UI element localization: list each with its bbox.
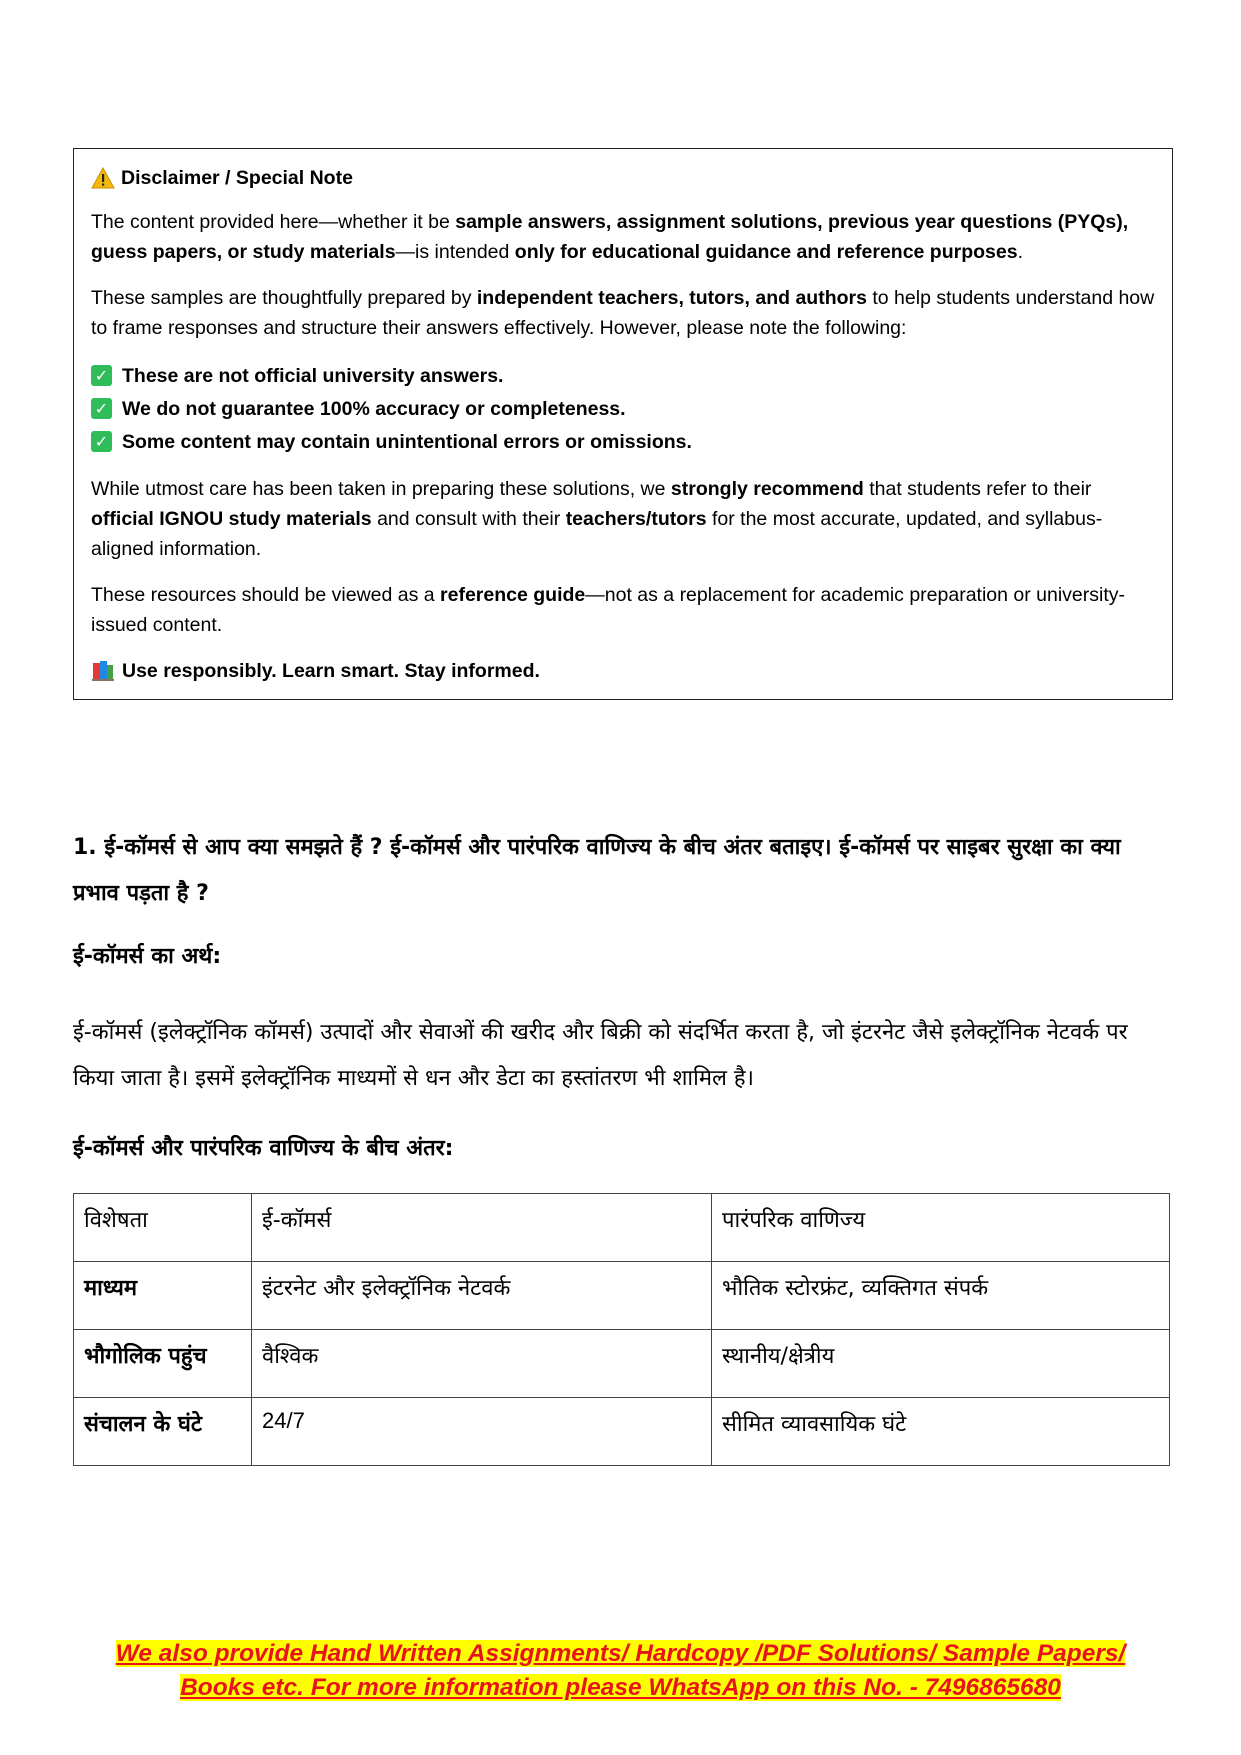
disclaimer-paragraph-2: These samples are thoughtfully prepared by independent teachers, tutors, and authors to help students understand how to frame responses and structure their answers effectively. However, please note the following:: [91, 287, 1155, 339]
disclaimer-footer: Use responsibly. Learn smart. Stay informed.: [122, 660, 540, 682]
table-cell: भौतिक स्टोरफ्रंट, व्यक्तिगत संपर्क: [712, 1262, 1170, 1330]
table-header-cell: पारंपरिक वाणिज्य: [712, 1194, 1170, 1262]
table-cell-feature: माध्यम: [74, 1262, 252, 1330]
table-row: [74, 1398, 1170, 1466]
check-icon: ✓: [91, 398, 112, 419]
check-icon: ✓: [91, 431, 112, 452]
comparison-table: [73, 1193, 1170, 1466]
table-cell: 24/7: [252, 1398, 712, 1466]
checklist-item: ✓ We do not guarantee 100% accuracy or completeness.: [91, 392, 1155, 425]
warning-icon: [91, 167, 115, 189]
question-heading: 1. ई-कॉमर्स से आप क्या समझते हैं ? ई-कॉमर्स और पारंपरिक वाणिज्य के बीच अंतर बताइए। ई-कॉमर्स पर साइबर सुरक्षा का क्या प्रभाव पड़ता है ?: [73, 835, 1121, 906]
table-row: [74, 1330, 1170, 1398]
section-heading-difference: ई-कॉमर्स और पारंपरिक वाणिज्य के बीच अंतर:: [73, 1136, 454, 1161]
disclaimer-paragraph-3: While utmost care has been taken in preparing these solutions, we strongly recommend that students refer to their official IGNOU study materials and consult with their teachers/tutors for the most accurate, updated, and syllabus-aligned information.: [91, 478, 1103, 560]
disclaimer-title-row: [91, 163, 1155, 193]
check-icon: ✓: [91, 365, 112, 386]
checklist-item: ✓ Some content may contain unintentional errors or omissions.: [91, 425, 1155, 458]
disclaimer-paragraph-4: These resources should be viewed as a reference guide—not as a replacement for academic preparation or university-issued content.: [91, 584, 1126, 636]
table-cell-feature: भौगोलिक पहुंच: [74, 1330, 252, 1398]
disclaimer-title: Disclaimer / Special Note: [121, 167, 353, 189]
table-cell-feature: संचालन के घंटे: [74, 1398, 252, 1466]
table-cell: वैश्विक: [252, 1330, 712, 1398]
table-cell: इंटरनेट और इलेक्ट्रॉनिक नेटवर्क: [252, 1262, 712, 1330]
disclaimer-footer-row: [91, 656, 1155, 686]
promo-banner: [0, 1637, 1241, 1705]
table-cell: सीमित व्यावसायिक घंटे: [712, 1398, 1170, 1466]
table-header-cell: ई-कॉमर्स: [252, 1194, 712, 1262]
table-cell: स्थानीय/क्षेत्रीय: [712, 1330, 1170, 1398]
table-row: [74, 1262, 1170, 1330]
promo-line-2: Books etc. For more information please WhatsApp on this No. - 7496865680: [180, 1674, 1061, 1701]
disclaimer-paragraph-1: The content provided here—whether it be sample answers, assignment solutions, previous year questions (PYQs), guess papers, or study materials—is intended only for educational guidance and reference purposes.: [91, 211, 1129, 263]
promo-line-1: We also provide Hand Written Assignments/ Hardcopy /PDF Solutions/ Sample Papers/: [115, 1640, 1126, 1667]
books-icon: [91, 660, 115, 682]
meaning-paragraph: ई-कॉमर्स (इलेक्ट्रॉनिक कॉमर्स) उत्पादों और सेवाओं की खरीद और बिक्री को संदर्भित करता है, जो इंटरनेट जैसे इलेक्ट्रॉनिक नेटवर्क पर किया जाता है। इसमें इलेक्ट्रॉनिक माध्यमों से धन और डेटा का हस्तांतरण भी शामिल है।: [73, 1020, 1128, 1091]
checklist-item: ✓ These are not official university answers.: [91, 359, 1155, 392]
table-header-cell: विशेषता: [74, 1194, 252, 1262]
table-header-row: [74, 1194, 1170, 1262]
disclaimer-box: [73, 148, 1173, 700]
section-heading-meaning: ई-कॉमर्स का अर्थ:: [73, 944, 222, 969]
checklist: [91, 359, 1155, 458]
